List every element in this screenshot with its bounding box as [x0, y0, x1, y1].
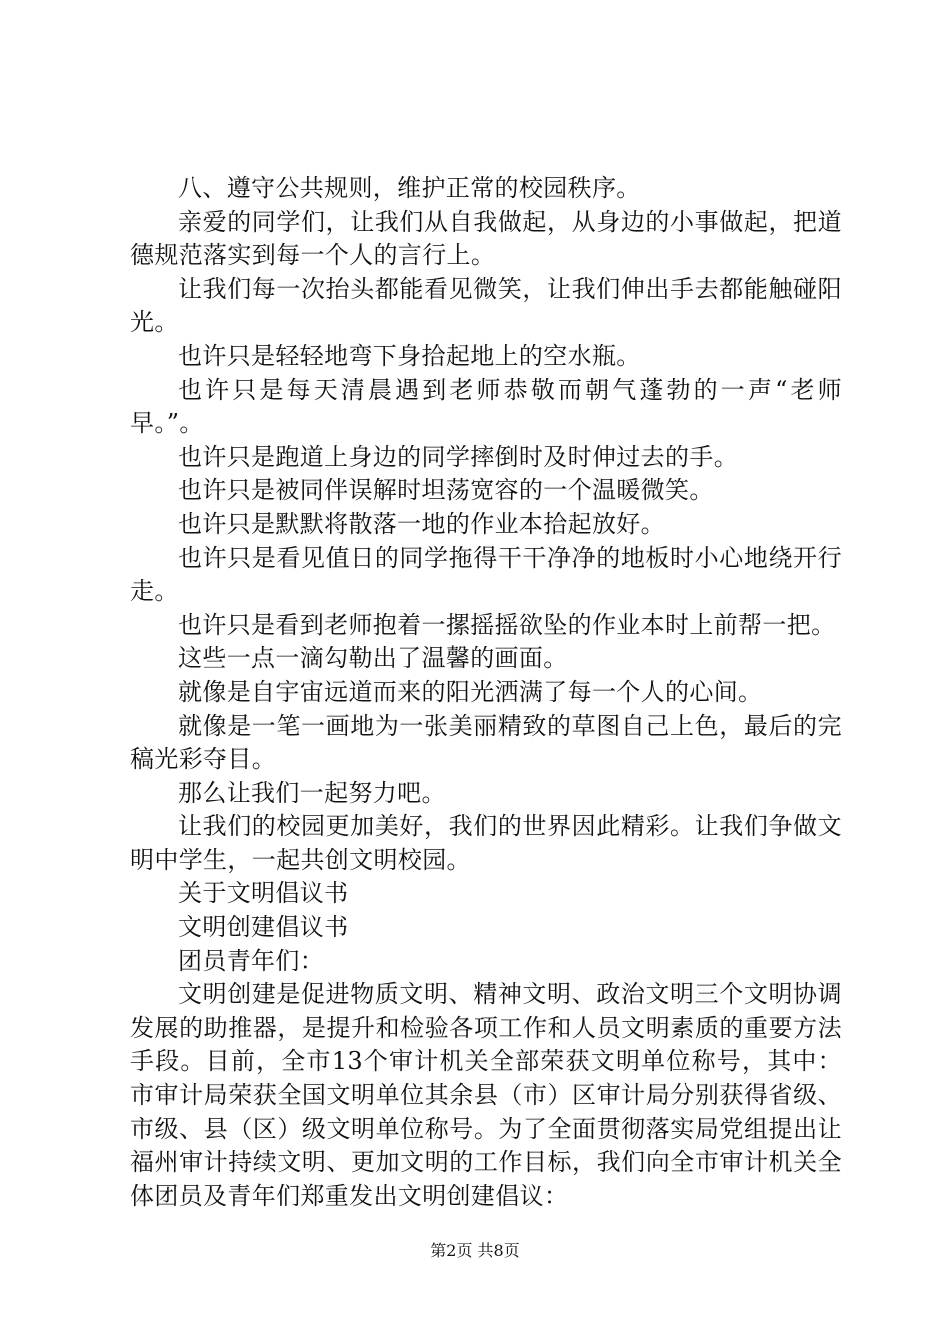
- page-footer: 第2页 共8页: [430, 1241, 520, 1260]
- paragraph: 关于文明倡议书: [178, 879, 349, 908]
- paragraph: 就像是一笔一画地为一张美丽精致的草图自己上色，最后的完稿光彩夺目。: [130, 711, 842, 774]
- paragraph: 就像是自宇宙远道而来的阳光洒满了每一个人的心间。: [178, 677, 763, 706]
- paragraph: 也许只是轻轻地弯下身拾起地上的空水瓶。: [178, 341, 641, 370]
- document-body: [130, 172, 842, 1213]
- paragraph: 那么让我们一起努力吧。: [178, 778, 446, 807]
- paragraph: 让我们的校园更加美好，我们的世界因此精彩。让我们争做文明中学生，一起共创文明校园。: [130, 812, 842, 874]
- paragraph: 也许只是看见值日的同学拖得干干净净的地板时小心地绕开行走。: [130, 543, 842, 606]
- paragraph: 这些一点一滴勾勒出了温馨的画面。: [178, 644, 568, 673]
- paragraph: 文明创建是促进物质文明、精神文明、政治文明三个文明协调发展的助推器，是提升和检验各项工作和人员文明素质的重要方法手段。目前，全市13个审计机关全部荣获文明单位称号，其中：市审计局荣获全国文明单位其余县（市）区审计局分别获得省级、市级、县（区）级文明单位称号。为了全面贯彻落实局党组提出让福州审计持续文明、更加文明的工作目标，我们向全市审计机关全体团员及青年们郑重发出文明创建倡议：: [130, 980, 842, 1210]
- paragraph: 也许只是默默将散落一地的作业本拾起放好。: [178, 509, 665, 538]
- paragraph: 团员青年们：: [178, 946, 325, 975]
- paragraph: 也许只是看到老师抱着一摞摇摇欲坠的作业本时上前帮一把。: [178, 610, 836, 639]
- paragraph: 文明创建倡议书: [178, 913, 349, 942]
- paragraph: 也许只是被同伴误解时坦荡宽容的一个温暖微笑。: [178, 476, 714, 505]
- paragraph: 让我们每一次抬头都能看见微笑，让我们伸出手去都能触碰阳光。: [130, 274, 842, 337]
- paragraph: 亲爱的同学们，让我们从自我做起，从身边的小事做起，把道德规范落实到每一个人的言行上。: [130, 207, 842, 270]
- paragraph: 也许只是跑道上身边的同学摔倒时及时伸过去的手。: [178, 442, 739, 471]
- paragraph: 也许只是每天清晨遇到老师恭敬而朝气蓬勃的一声“老师早。”。: [130, 375, 842, 438]
- paragraph: 八、遵守公共规则，维护正常的校园秩序。: [178, 174, 641, 202]
